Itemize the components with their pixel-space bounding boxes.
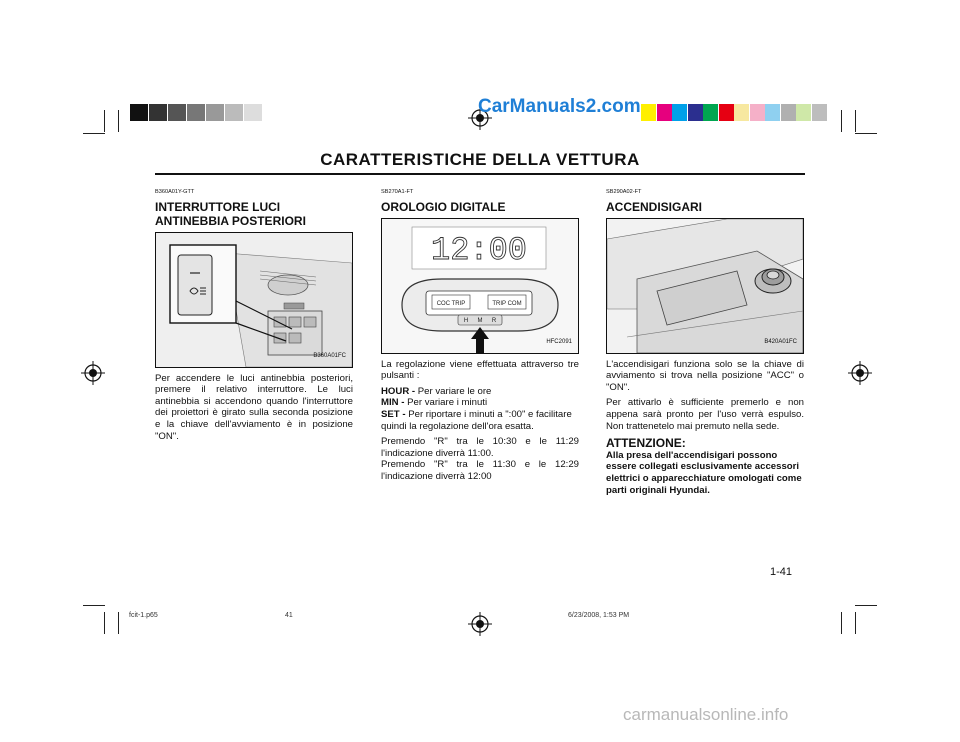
section-heading: OROLOGIO DIGITALE — [381, 199, 506, 214]
dashboard-switch-drawing — [156, 233, 352, 367]
section-heading: INTERRUTTORE LUCI ANTINEBBIA POSTERIORI — [155, 199, 306, 228]
item-key: HOUR - — [381, 385, 416, 397]
gray-swatch — [149, 104, 167, 121]
set-item — [381, 409, 579, 432]
gray-swatch — [244, 104, 262, 121]
trip-com-label: TRIP COM — [492, 300, 522, 307]
footer-datetime: 6/23/2008, 1:53 PM — [568, 612, 630, 619]
color-swatch — [672, 104, 687, 121]
clock-display: 12:00 — [430, 231, 528, 269]
registration-mark-icon — [81, 361, 105, 385]
section-heading: ACCENDISIGARI — [606, 199, 703, 214]
item-text: Per riportare i minuti a ":00" e facilitare quindi la regolazione dell'ora esatta. — [381, 408, 572, 432]
crop-mark — [104, 110, 105, 132]
crop-mark — [855, 612, 856, 634]
color-swatch — [703, 104, 718, 121]
crop-mark — [104, 612, 105, 634]
footer-file: fcit-1.p65 — [129, 612, 158, 619]
column-lighter — [606, 187, 804, 496]
paragraph: Per attivarlo è sufficiente premerlo e non appena sarà pronto per l'uso verrà espulso. Non trattenetelo mai premuto nella sede. — [606, 397, 804, 432]
registration-mark-icon — [468, 612, 492, 636]
figure-code: B360A01FC — [313, 353, 346, 359]
intro-paragraph: La regolazione viene effettuata attraverso tre pulsanti : — [381, 358, 579, 382]
color-swatch — [719, 104, 734, 121]
color-swatch — [781, 104, 796, 121]
page-number: 1-41 — [770, 566, 793, 578]
lighter-drawing — [607, 219, 803, 353]
figure-code: B420A01FC — [764, 339, 797, 345]
section-code: SB270A1-FT — [381, 189, 414, 195]
gray-swatch — [168, 104, 186, 121]
r-button-label: R — [491, 317, 497, 324]
cigarette-lighter-illustration — [606, 218, 804, 354]
gray-swatch — [187, 104, 205, 121]
header-rule — [155, 173, 805, 175]
rear-fog-switch-illustration — [155, 232, 353, 368]
crop-mark — [118, 110, 119, 132]
crop-mark — [841, 612, 842, 634]
min-item — [381, 397, 579, 409]
coc-trip-label: COC TRIP — [436, 300, 466, 307]
m-button-label: M — [477, 317, 483, 324]
color-swatch — [641, 104, 656, 121]
color-swatch — [657, 104, 672, 121]
item-key: MIN - — [381, 397, 405, 409]
gray-swatch — [225, 104, 243, 121]
gray-swatch — [206, 104, 224, 121]
color-swatch — [688, 104, 703, 121]
h-button-label: H — [463, 317, 469, 324]
color-swatch — [734, 104, 749, 121]
page-title: CARATTERISTICHE DELLA VETTURA — [320, 150, 640, 169]
watermark-top[interactable]: CarManuals2.com — [478, 96, 641, 117]
item-text: Per variare le ore — [417, 385, 492, 397]
crop-mark — [118, 612, 119, 634]
clock-drawing — [382, 219, 578, 353]
watermark-bottom[interactable]: carmanualsonline.info — [623, 705, 789, 724]
crop-mark — [855, 605, 877, 606]
paragraph: Per accendere le luci antinebbia posteriori, premere il relativo interruttore. Le luci antinebbia si accendono quando l'interruttore dei proiettori è girato sulla seconda posizione e la chiave dell'avviamento è in posizione "ON". — [155, 372, 353, 442]
section-code: SB290A02-FT — [606, 189, 642, 195]
crop-mark — [855, 133, 877, 134]
color-swatch — [765, 104, 780, 121]
color-swatch — [750, 104, 765, 121]
digital-clock-illustration — [381, 218, 579, 354]
registration-mark-icon — [848, 361, 872, 385]
crop-mark — [841, 110, 842, 132]
paragraph: L'accendisigari funziona solo se la chiave di avviamento si trova nella posizione "ACC" o "ON". — [606, 358, 804, 393]
crop-mark — [855, 110, 856, 132]
figure-code: HFC2091 — [546, 339, 572, 345]
column-rear-fog — [155, 187, 353, 446]
hour-item — [381, 386, 579, 398]
color-swatch — [812, 104, 827, 121]
column-clock — [381, 187, 579, 487]
paragraph: Premendo "R" tra le 10:30 e le 11:29 l'indicazione diverrà 11:00. — [381, 436, 579, 459]
color-swatch — [796, 104, 811, 121]
warning-title: ATTENZIONE: — [606, 436, 686, 451]
item-key: SET - — [381, 408, 406, 420]
footer-page: 41 — [285, 612, 293, 619]
crop-mark — [83, 133, 105, 134]
gray-swatch — [130, 104, 148, 121]
warning-text: Alla presa dell'accendisigari possono essere collegati esclusivamente accessori elettrici o apparecchiature omologati come parti originali Hyundai. — [606, 449, 802, 496]
crop-mark — [83, 605, 105, 606]
paragraph: Premendo "R" tra le 11:30 e le 12:29 l'indicazione diverrà 12:00 — [381, 459, 579, 482]
section-code: B360A01Y-GTT — [155, 189, 195, 195]
item-text: Per variare i minuti — [407, 397, 488, 409]
